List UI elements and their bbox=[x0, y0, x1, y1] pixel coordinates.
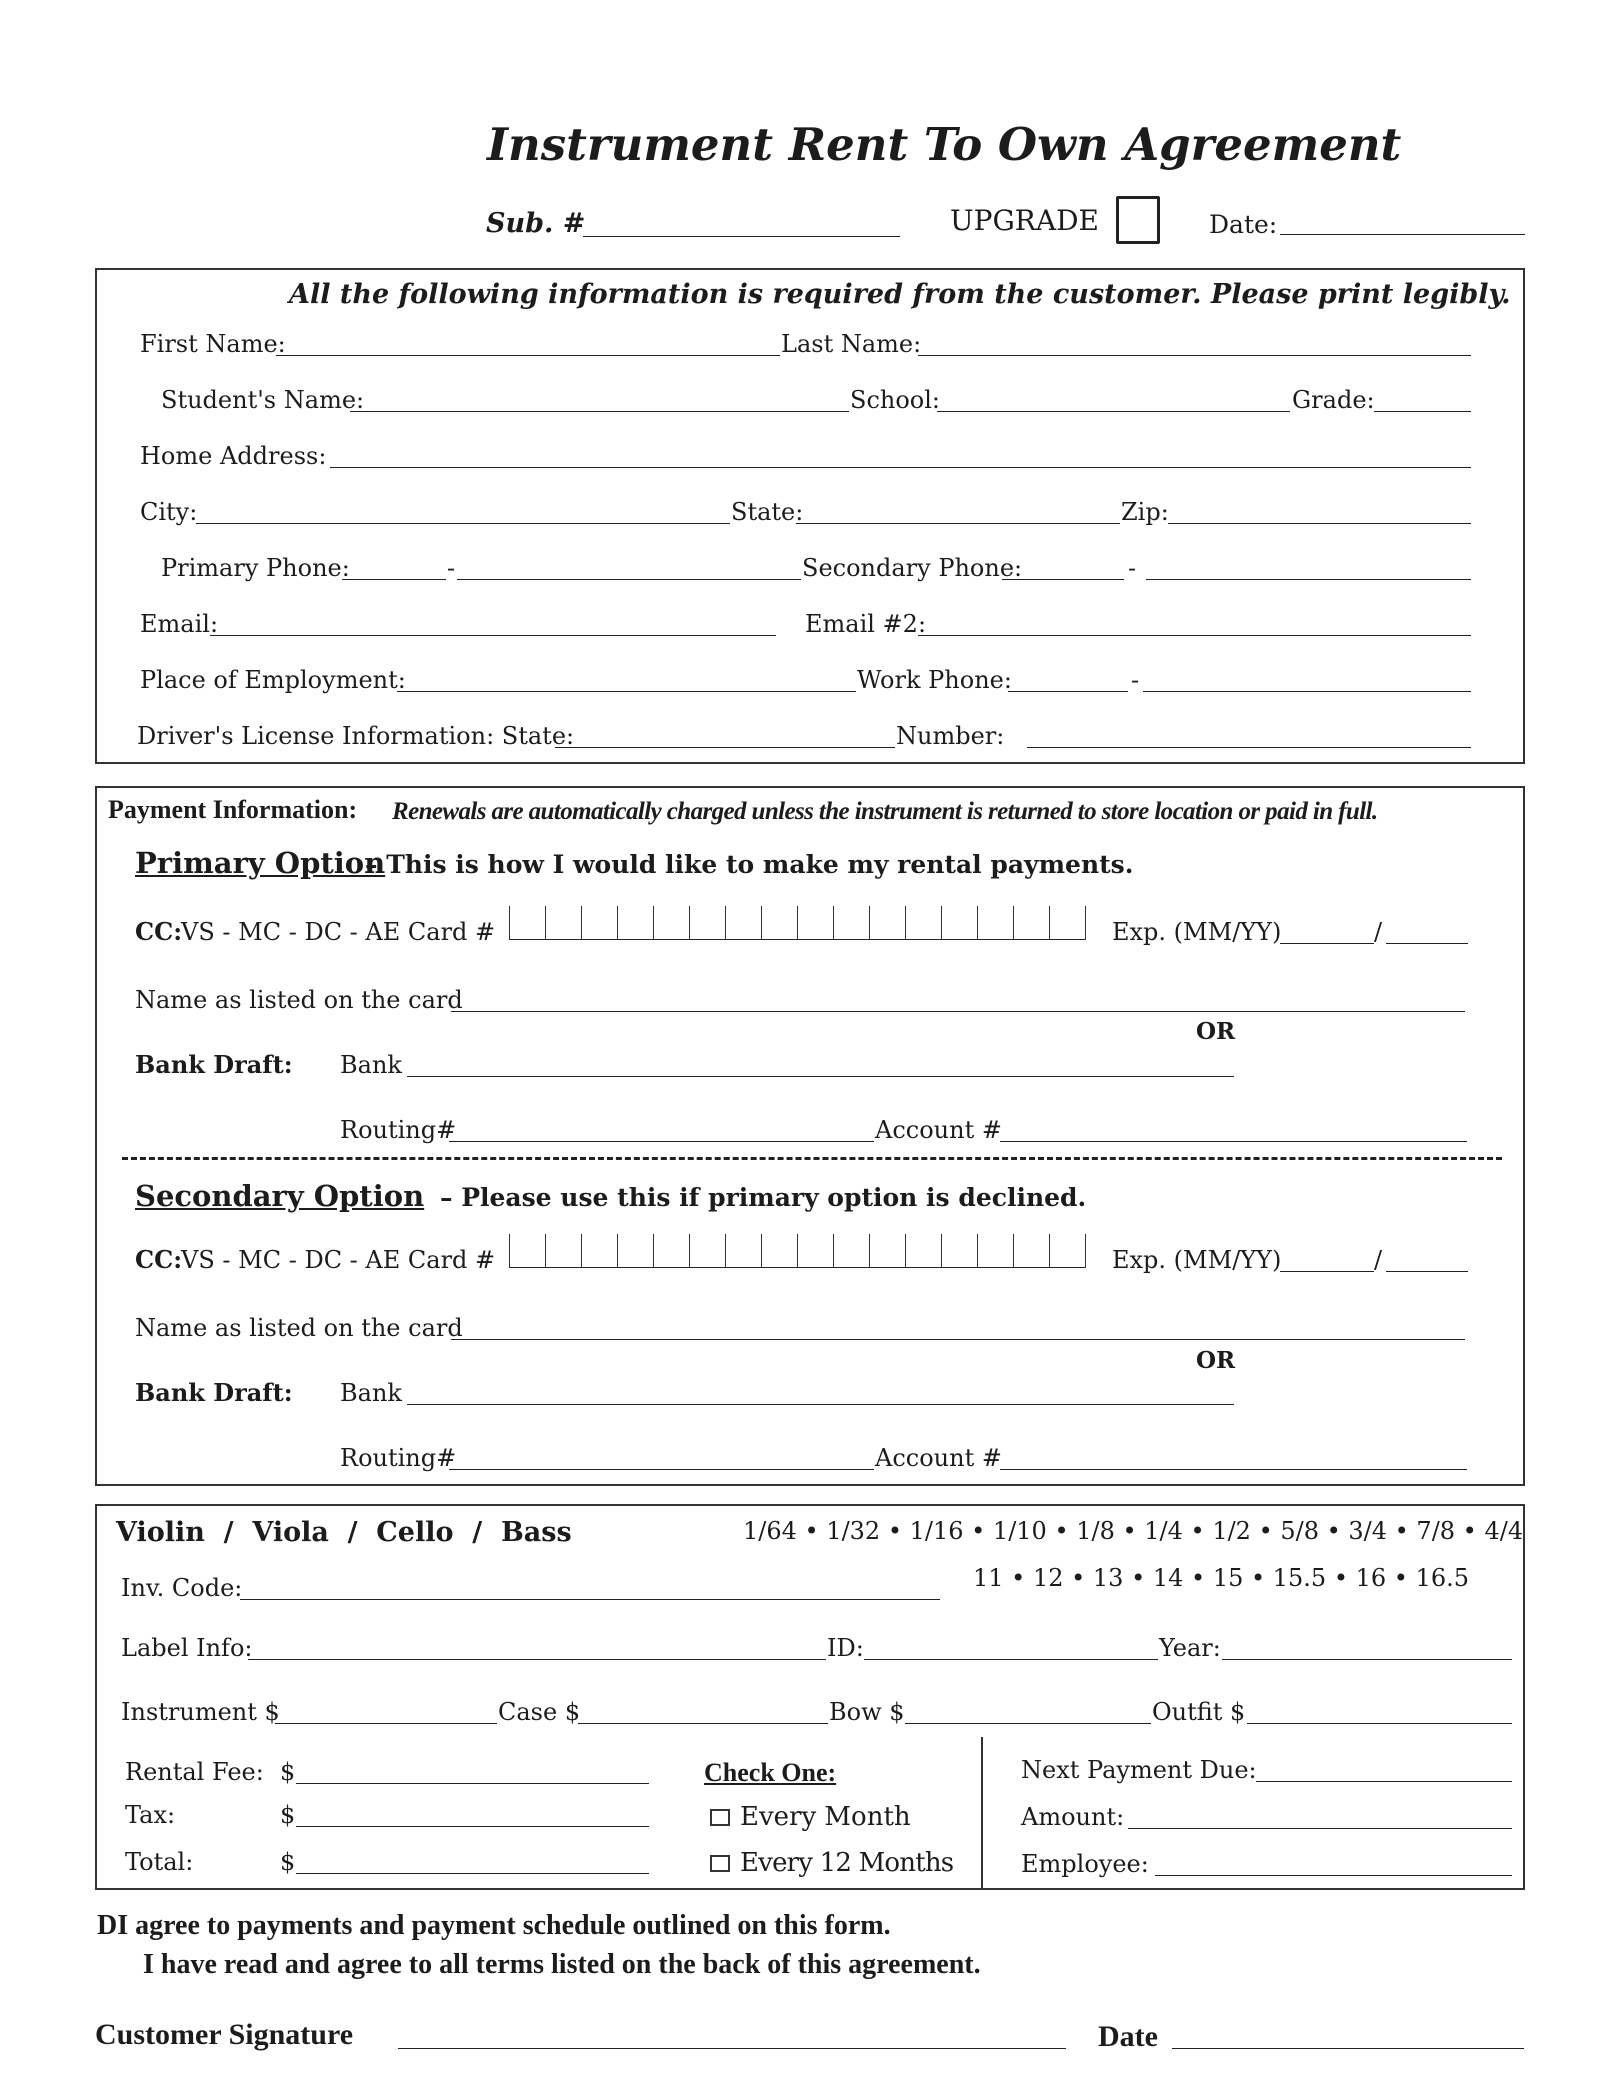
last-name-field[interactable] bbox=[918, 355, 1471, 356]
secondary-bank-draft-label: Bank Draft: bbox=[135, 1378, 293, 1407]
case-price-label: Case $ bbox=[498, 1698, 581, 1726]
primary-cc-label: CC: bbox=[135, 917, 183, 946]
secondary-name-on-card-field[interactable] bbox=[451, 1339, 1465, 1340]
instrument-types: Violin / Viola / Cello / Bass bbox=[116, 1517, 572, 1548]
next-payment-label: Next Payment Due: bbox=[1021, 1756, 1257, 1784]
rental-fee-field[interactable] bbox=[296, 1783, 649, 1784]
city-label: City: bbox=[140, 498, 198, 526]
inv-code-label: Inv. Code: bbox=[121, 1574, 243, 1602]
student-name-label: Student's Name: bbox=[161, 386, 365, 414]
email2-label: Email #2: bbox=[805, 610, 927, 638]
secondary-or: OR bbox=[1196, 1347, 1236, 1374]
secondary-option-title: Secondary Option bbox=[135, 1179, 425, 1213]
every-12-months-option[interactable] bbox=[710, 1850, 953, 1876]
every-12-months-label: Every 12 Months bbox=[740, 1848, 954, 1878]
year-label: Year: bbox=[1159, 1634, 1221, 1662]
every-month-label: Every Month bbox=[740, 1802, 911, 1832]
next-payment-field[interactable] bbox=[1256, 1781, 1512, 1782]
primary-phone-dash: - bbox=[447, 554, 456, 582]
secondary-routing-label: Routing# bbox=[340, 1444, 457, 1472]
primary-phone-label: Primary Phone: bbox=[161, 554, 350, 582]
signature-date-field[interactable] bbox=[1172, 2048, 1524, 2049]
renewal-note: Renewals are automatically charged unless the instrument is returned to store location or paid in full. bbox=[392, 798, 1378, 825]
home-address-label: Home Address: bbox=[140, 442, 327, 470]
state-label: State: bbox=[731, 498, 804, 526]
case-price-field[interactable] bbox=[578, 1723, 828, 1724]
primary-exp-label: Exp. (MM/YY) bbox=[1112, 918, 1282, 946]
student-name-field[interactable] bbox=[350, 411, 849, 412]
instrument-divider bbox=[981, 1737, 983, 1890]
id-label: ID: bbox=[827, 1634, 864, 1662]
school-field[interactable] bbox=[937, 411, 1290, 412]
secondary-exp-year-field[interactable] bbox=[1386, 1271, 1468, 1272]
year-field[interactable] bbox=[1222, 1659, 1512, 1660]
total-field[interactable] bbox=[296, 1873, 649, 1874]
header-date-label: Date: bbox=[1209, 210, 1278, 239]
license-number-field[interactable] bbox=[1027, 747, 1471, 748]
every-month-checkbox[interactable] bbox=[710, 1809, 730, 1826]
signature-date-label: Date bbox=[1098, 2020, 1158, 2053]
agreement-line-2: I have read and agree to all terms listed on the back of this agreement. bbox=[143, 1949, 981, 1980]
instrument-price-field[interactable] bbox=[275, 1723, 497, 1724]
last-name-label: Last Name: bbox=[781, 330, 922, 358]
inv-code-field[interactable] bbox=[240, 1599, 940, 1600]
instrument-sizes-fraction: 1/64 • 1/32 • 1/16 • 1/10 • 1/8 • 1/4 • 1/2 • 5/8 • 3/4 • 7/8 • 4/4 bbox=[743, 1517, 1524, 1545]
primary-or: OR bbox=[1196, 1018, 1236, 1045]
primary-exp-month-field[interactable] bbox=[1280, 943, 1374, 944]
email-label: Email: bbox=[140, 610, 219, 638]
customer-signature-field[interactable] bbox=[398, 2048, 1066, 2049]
secondary-option-desc: – Please use this if primary option is declined. bbox=[440, 1183, 1087, 1212]
grade-label: Grade: bbox=[1292, 386, 1375, 414]
tax-dollar: $ bbox=[280, 1801, 296, 1829]
secondary-phone-label: Secondary Phone: bbox=[802, 554, 1023, 582]
secondary-routing-field[interactable] bbox=[449, 1469, 874, 1470]
upgrade-label: UPGRADE bbox=[950, 204, 1099, 237]
secondary-account-label: Account # bbox=[875, 1444, 1002, 1472]
secondary-exp-slash: / bbox=[1374, 1246, 1383, 1274]
every-month-option[interactable] bbox=[710, 1804, 911, 1830]
state-field[interactable] bbox=[796, 523, 1120, 524]
total-label: Total: bbox=[125, 1848, 194, 1876]
payment-section bbox=[95, 786, 1525, 1486]
primary-option-desc: – This is how I would like to make my rental payments. bbox=[365, 850, 1134, 879]
primary-routing-field[interactable] bbox=[449, 1141, 874, 1142]
license-number-label: Number: bbox=[896, 722, 1005, 750]
secondary-exp-label: Exp. (MM/YY) bbox=[1112, 1246, 1282, 1274]
first-name-label: First Name: bbox=[140, 330, 286, 358]
secondary-phone-dash: - bbox=[1128, 554, 1137, 582]
tax-field[interactable] bbox=[296, 1826, 649, 1827]
secondary-phone-area-field[interactable] bbox=[1002, 579, 1124, 580]
work-phone-dash: - bbox=[1131, 666, 1140, 694]
primary-bank-field[interactable] bbox=[407, 1076, 1234, 1077]
rental-fee-label: Rental Fee: bbox=[125, 1758, 264, 1786]
rental-fee-dollar: $ bbox=[280, 1758, 296, 1786]
secondary-phone-number-field[interactable] bbox=[1146, 579, 1471, 580]
primary-card-number-field[interactable] bbox=[509, 906, 1086, 940]
city-field[interactable] bbox=[196, 523, 730, 524]
upgrade-checkbox[interactable] bbox=[1116, 196, 1160, 244]
total-dollar: $ bbox=[280, 1848, 296, 1876]
email-field[interactable] bbox=[210, 635, 776, 636]
license-state-field[interactable] bbox=[555, 747, 895, 748]
form-title: Instrument Rent To Own Agreement bbox=[487, 118, 1402, 171]
primary-name-on-card-label: Name as listed on the card bbox=[135, 986, 463, 1014]
primary-phone-area-field[interactable] bbox=[342, 579, 446, 580]
employee-field[interactable] bbox=[1155, 1875, 1512, 1876]
work-phone-number-field[interactable] bbox=[1143, 691, 1471, 692]
id-field[interactable] bbox=[864, 1659, 1158, 1660]
sub-number-field[interactable] bbox=[583, 236, 900, 237]
primary-account-field[interactable] bbox=[1000, 1141, 1467, 1142]
primary-cc-types: VS - MC - DC - AE Card # bbox=[181, 918, 496, 946]
secondary-cc-label: CC: bbox=[135, 1245, 183, 1274]
primary-routing-label: Routing# bbox=[340, 1116, 457, 1144]
instrument-section bbox=[95, 1504, 1525, 1890]
secondary-bank-label: Bank bbox=[340, 1379, 402, 1407]
outfit-price-field[interactable] bbox=[1247, 1723, 1512, 1724]
primary-bank-draft-label: Bank Draft: bbox=[135, 1050, 293, 1079]
label-info-field[interactable] bbox=[248, 1659, 826, 1660]
school-label: School: bbox=[850, 386, 940, 414]
primary-name-on-card-field[interactable] bbox=[451, 1011, 1465, 1012]
outfit-price-label: Outfit $ bbox=[1152, 1698, 1246, 1726]
agreement-line-1: DI agree to payments and payment schedule outlined on this form. bbox=[97, 1910, 891, 1941]
option-divider bbox=[122, 1157, 1502, 1160]
every-12-months-checkbox[interactable] bbox=[710, 1855, 730, 1872]
instrument-sizes-number: 11 • 12 • 13 • 14 • 15 • 15.5 • 16 • 16.5 bbox=[973, 1564, 1470, 1592]
secondary-card-number-field[interactable] bbox=[509, 1234, 1086, 1268]
email2-field[interactable] bbox=[918, 635, 1471, 636]
secondary-exp-month-field[interactable] bbox=[1280, 1271, 1374, 1272]
first-name-field[interactable] bbox=[276, 355, 780, 356]
zip-label: Zip: bbox=[1121, 498, 1169, 526]
secondary-account-field[interactable] bbox=[1000, 1469, 1467, 1470]
bow-price-field[interactable] bbox=[905, 1723, 1151, 1724]
amount-label: Amount: bbox=[1021, 1803, 1125, 1831]
grade-field[interactable] bbox=[1374, 411, 1471, 412]
customer-instruction: All the following information is required from the customer. Please print legibly. bbox=[289, 279, 1511, 310]
label-info-label: Label Info: bbox=[121, 1634, 253, 1662]
work-phone-area-field[interactable] bbox=[1008, 691, 1128, 692]
primary-phone-number-field[interactable] bbox=[457, 579, 801, 580]
instrument-price-label: Instrument $ bbox=[121, 1698, 280, 1726]
license-state-label: Driver's License Information: State: bbox=[137, 722, 575, 750]
home-address-field[interactable] bbox=[330, 467, 1471, 468]
employment-label: Place of Employment: bbox=[140, 666, 406, 694]
header-date-field[interactable] bbox=[1280, 234, 1525, 235]
secondary-bank-field[interactable] bbox=[407, 1404, 1234, 1405]
secondary-cc-types: VS - MC - DC - AE Card # bbox=[181, 1246, 496, 1274]
secondary-name-on-card-label: Name as listed on the card bbox=[135, 1314, 463, 1342]
amount-field[interactable] bbox=[1128, 1828, 1512, 1829]
check-one-label: Check One: bbox=[704, 1758, 837, 1787]
bow-price-label: Bow $ bbox=[829, 1698, 905, 1726]
customer-signature-label: Customer Signature bbox=[95, 2018, 354, 2051]
sub-number-label: Sub. # bbox=[486, 208, 586, 239]
payment-heading: Payment Information: bbox=[108, 795, 358, 824]
primary-exp-slash: / bbox=[1374, 918, 1383, 946]
employee-label: Employee: bbox=[1021, 1850, 1149, 1878]
employment-field[interactable] bbox=[397, 691, 856, 692]
primary-bank-label: Bank bbox=[340, 1051, 402, 1079]
work-phone-label: Work Phone: bbox=[857, 666, 1012, 694]
primary-account-label: Account # bbox=[875, 1116, 1002, 1144]
primary-exp-year-field[interactable] bbox=[1386, 943, 1468, 944]
zip-field[interactable] bbox=[1168, 523, 1471, 524]
primary-option-title: Primary Option bbox=[135, 846, 386, 880]
tax-label: Tax: bbox=[125, 1801, 176, 1829]
